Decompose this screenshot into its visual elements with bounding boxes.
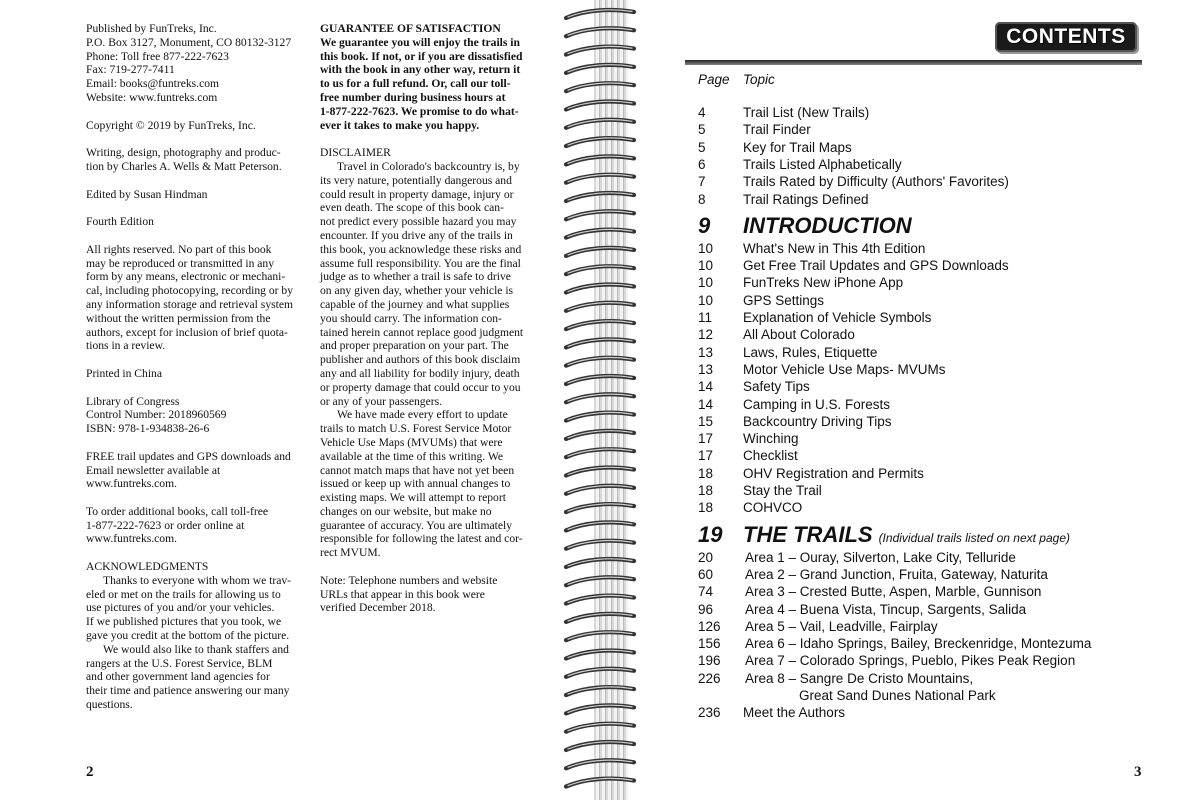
text-line: Edited by Susan Hindman <box>86 187 208 201</box>
text-line: questions. <box>86 698 133 712</box>
coil-loop <box>566 687 634 695</box>
toc-topic: Area 5 – Vail, Leadville, Fairplay <box>745 618 938 634</box>
toc-page-number: 196 <box>698 653 721 669</box>
paragraph-gap <box>86 491 311 505</box>
text-line: gave you credit at the bottom of the picture. <box>86 629 290 643</box>
coil-loop <box>566 211 634 219</box>
coil-loop <box>566 431 634 439</box>
text-line: available at the time of this writing. We <box>320 449 504 463</box>
toc-topic: COHVCO <box>743 500 803 516</box>
text-line: form by any means, electronic or mechani- <box>86 270 286 284</box>
toc-page-number: 10 <box>698 292 714 308</box>
text-line: or any of your passengers. <box>320 394 443 408</box>
toc-topic: GPS Settings <box>743 292 825 308</box>
paragraph-gap <box>86 546 311 560</box>
coil-loop <box>566 358 634 366</box>
toc-topic: Trail Finder <box>743 122 811 138</box>
toc-page-number: 96 <box>698 601 714 617</box>
text-line: rect MVUM. <box>320 546 381 560</box>
toc-topic: Trails Rated by Difficulty (Authors' Favorites) <box>743 174 1009 190</box>
coil-loop <box>566 46 634 54</box>
toc-topic: Laws, Rules, Etiquette <box>743 344 878 360</box>
toc-page-number: 13 <box>698 344 714 360</box>
paragraph-gap <box>320 560 542 574</box>
text-line: To order additional books, call toll-free <box>86 504 269 518</box>
toc-header-topic: Topic <box>743 72 775 87</box>
text-line: encounter. If you drive any of the trails in <box>320 228 513 242</box>
text-line: FREE trail updates and GPS downloads and <box>86 449 291 463</box>
text-line: We have made every effort to update <box>337 408 508 422</box>
text-line: rangers at the U.S. Forest Service, BLM <box>86 656 273 670</box>
coil-loop <box>566 339 634 347</box>
toc-header-page: Page <box>698 72 730 87</box>
toc-topic: Checklist <box>743 448 798 464</box>
coil-loop <box>566 614 634 622</box>
toc-topic: Stay the Trail <box>743 483 822 498</box>
toc-page-number: 156 <box>698 636 721 652</box>
coil-loop <box>566 522 634 530</box>
text-line: Writing, design, photography and produc- <box>86 146 281 160</box>
toc-topic: All About Colorado <box>743 327 855 343</box>
text-line: ACKNOWLEDGMENTS <box>86 560 209 574</box>
coil-loop <box>566 504 634 512</box>
toc-topic: Get Free Trail Updates and GPS Downloads <box>743 258 1009 274</box>
coil-loop <box>566 138 634 146</box>
coil-loop <box>566 156 634 164</box>
text-line: ISBN: 978-1-934838-26-6 <box>86 422 210 436</box>
toc-page-number: 10 <box>698 258 714 274</box>
paragraph-gap <box>86 132 311 146</box>
text-line: We guarantee you will enjoy the trails in <box>320 35 520 49</box>
text-line: guarantee of accuracy. You are ultimately <box>320 518 513 532</box>
coil-loop <box>566 705 634 713</box>
text-line: Fax: 719-277-7411 <box>86 63 175 77</box>
text-line: We would also like to thank staffers and <box>103 642 289 656</box>
toc-page-number: 17 <box>698 431 714 447</box>
toc-page-number: 7 <box>698 174 706 190</box>
toc-page-number: 74 <box>698 584 714 600</box>
text-line: eled or met on the trails for allowing us to <box>86 587 281 601</box>
coil-loop <box>566 10 634 18</box>
text-line: Thanks to everyone with whom we trav- <box>103 573 292 587</box>
toc-topic: Area 1 – Ouray, Silverton, Lake City, Telluride <box>745 549 1016 565</box>
text-line: Published by FunTreks, Inc. <box>86 22 217 35</box>
text-line: DISCLAIMER <box>320 146 391 160</box>
toc-page-number: 9 <box>698 212 711 238</box>
toc-topic: THE TRAILS (Individual trails listed on next page) <box>743 521 1070 547</box>
toc-page-number: 60 <box>698 566 714 582</box>
toc-topic: Camping in U.S. Forests <box>743 396 891 412</box>
coil-loop <box>566 175 634 183</box>
toc-topic: Area 3 – Crested Butte, Aspen, Marble, Gunnison <box>745 584 1042 600</box>
text-line: All rights reserved. No part of this book <box>86 242 272 256</box>
toc-page-number: 10 <box>698 240 714 256</box>
text-line: verified December 2018. <box>320 601 436 615</box>
page-number-left: 2 <box>86 764 94 780</box>
coil-loop <box>566 486 634 494</box>
text-line: or property damage that could occur to you <box>320 380 521 394</box>
text-line: Note: Telephone numbers and website <box>320 573 498 587</box>
toc-page-number: 10 <box>698 275 714 291</box>
toc-page-number: 14 <box>698 379 714 395</box>
text-line: tained herein cannot replace good judgment <box>320 325 524 339</box>
toc-topic: FunTreks New iPhone App <box>743 275 904 291</box>
paragraph-gap <box>86 201 311 215</box>
toc-topic: Area 4 – Buena Vista, Tincup, Sargents, Salida <box>745 601 1027 617</box>
text-line: www.funtreks.com. <box>86 532 178 546</box>
text-line: trails to match U.S. Forest Service Motor <box>320 422 512 436</box>
toc-topic: Winching <box>743 431 799 447</box>
text-line: any information storage and retrieval system <box>86 297 294 311</box>
toc-topic: Area 2 – Grand Junction, Fruita, Gateway, Naturita <box>745 566 1048 582</box>
text-line: without the written permission from the <box>86 311 271 325</box>
text-line: P.O. Box 3127, Monument, CO 80132-3127 <box>86 35 292 49</box>
text-line: this book, you acknowledge these risks and <box>320 242 522 256</box>
paragraph-gap <box>86 229 311 243</box>
text-line: If we published pictures that you took, we <box>86 615 282 629</box>
text-line: GUARANTEE OF SATISFACTION <box>320 22 501 35</box>
text-line: this book. If not, or if you are dissatisfied <box>320 49 523 63</box>
text-line: and proper preparation on your part. The <box>320 339 509 353</box>
toc-topic: Safety Tips <box>743 379 810 395</box>
text-line: their time and patience answering our many <box>86 684 290 698</box>
text-line: you should carry. The information con- <box>320 311 502 325</box>
toc-topic: Meet the Authors <box>743 705 846 721</box>
toc-page-number: 236 <box>698 705 721 721</box>
toc-topic: Trail List (New Trails) <box>743 105 870 120</box>
text-line: use pictures of you and/or your vehicles. <box>86 601 275 615</box>
left-page <box>0 0 560 800</box>
text-line: publisher and authors of this book disclaim <box>320 353 521 367</box>
toc-topic: What's New in This 4th Edition <box>743 240 926 256</box>
text-line: ever it takes to make you happy. <box>320 118 480 132</box>
spiral-coils <box>560 0 640 800</box>
toc-page-number: 18 <box>698 465 714 481</box>
page-number-right: 3 <box>1134 764 1142 780</box>
text-line: Email newsletter available at <box>86 463 221 477</box>
toc-page-number: 126 <box>698 618 721 634</box>
paragraph-gap <box>86 105 311 119</box>
paragraph-gap <box>320 132 542 146</box>
coil-loop <box>566 28 634 36</box>
text-line: its very nature, potentially dangerous and <box>320 173 512 187</box>
toc-page-number: 12 <box>698 327 714 343</box>
text-line: could result in property damage, injury or <box>320 187 514 201</box>
toc-topic: INTRODUCTION <box>743 212 912 238</box>
paragraph-gap <box>86 381 311 395</box>
toc-page-number: 15 <box>698 413 714 429</box>
coil-loop <box>566 83 634 91</box>
coil-loop <box>566 120 634 128</box>
text-line: 1-877-222-7623 or order online at <box>86 518 245 532</box>
toc-topic: Trails Listed Alphabetically <box>743 156 902 172</box>
coil-loop <box>566 229 634 237</box>
coil-loop <box>566 193 634 201</box>
toc-page-number: 20 <box>698 549 714 565</box>
toc-page-number: 8 <box>698 191 706 207</box>
coil-loop <box>566 742 634 750</box>
text-line: tions in a review. <box>86 339 166 353</box>
paragraph-gap <box>86 353 311 367</box>
toc-page-number: 14 <box>698 396 714 412</box>
coil-loop <box>566 724 634 732</box>
text-line: Travel in Colorado's backcountry is, by <box>337 159 520 173</box>
toc-page-number: 18 <box>698 483 714 498</box>
toc-page-number: 226 <box>698 670 721 686</box>
coil-loop <box>566 303 634 311</box>
coil-loop <box>566 266 634 274</box>
coil-loop <box>566 321 634 329</box>
text-line: existing maps. We will attempt to report <box>320 491 506 505</box>
text-line: on any given day, whether your vehicle is <box>320 284 514 298</box>
toc-page-number: 19 <box>698 521 723 547</box>
coil-loop <box>566 760 634 768</box>
coil-loop <box>566 394 634 402</box>
text-line: changes on our website, but make no <box>320 504 492 518</box>
coil-loop <box>566 650 634 658</box>
text-line: cannot match maps that have not yet been <box>320 463 515 477</box>
publisher-info-column <box>86 22 311 712</box>
text-line: may be reproduced or transmitted in any <box>86 256 275 270</box>
text-line: cal, including photocopying, recording or by <box>86 284 294 298</box>
text-line: Library of Congress <box>86 394 180 408</box>
toc-topic: Motor Vehicle Use Maps- MVUMs <box>743 361 946 377</box>
coil-loop <box>566 376 634 384</box>
text-line: with the book in any other way, return it <box>320 63 521 77</box>
text-line: Vehicle Use Maps (MVUMs) that were <box>320 435 503 449</box>
text-line: not predict every possible hazard you may <box>320 215 517 229</box>
text-line: 1-877-222-7623. We promise to do what- <box>320 104 519 118</box>
toc-topic: Key for Trail Maps <box>743 139 852 155</box>
coil-loop <box>566 669 634 677</box>
coil-loop <box>566 449 634 457</box>
text-line: Printed in China <box>86 366 162 380</box>
right-page <box>640 0 1200 800</box>
text-line: Fourth Edition <box>86 215 154 229</box>
coil-loop <box>566 778 634 786</box>
contents-badge: CONTENTS <box>995 22 1137 52</box>
text-line: Control Number: 2018960569 <box>86 408 227 422</box>
toc-topic: Area 7 – Colorado Springs, Pueblo, Pikes Peak Region <box>745 653 1076 669</box>
text-line: even death. The scope of this book can- <box>320 201 504 215</box>
toc-topic: Explanation of Vehicle Symbols <box>743 310 932 325</box>
text-line: judge as to whether a trail is safe to drive <box>320 270 511 284</box>
text-line: tion by Charles A. Wells & Matt Peterson. <box>86 159 282 173</box>
coil-loop <box>566 559 634 567</box>
text-line: URLs that appear in this book were <box>320 587 485 601</box>
text-line: responsible for following the latest and cor- <box>320 532 523 546</box>
text-line: authors, except for inclusion of brief quota- <box>86 325 288 339</box>
coil-loop <box>566 412 634 420</box>
text-line: issued or keep up with annual changes to <box>320 477 511 491</box>
toc-page-number: 11 <box>698 310 713 325</box>
toc-page-number: 5 <box>698 139 706 155</box>
coil-loop <box>566 248 634 256</box>
toc-page-number: 18 <box>698 500 714 516</box>
coil-loop <box>566 65 634 73</box>
coil-loop <box>566 284 634 292</box>
text-line: Email: books@funtreks.com <box>86 77 220 91</box>
toc-topic: Trail Ratings Defined <box>743 191 869 207</box>
text-line: free number during business hours at <box>320 90 506 104</box>
toc-section-note: (Individual trails listed on next page) <box>878 530 1070 545</box>
text-line: Copyright © 2019 by FunTreks, Inc. <box>86 118 256 132</box>
text-line: capable of the journey and what supplies <box>320 297 510 311</box>
toc-page-number: 5 <box>698 122 706 138</box>
coil-loop <box>566 577 634 585</box>
paragraph-gap <box>86 436 311 450</box>
text-line: assume full responsibility. You are the final <box>320 256 521 270</box>
toc-topic: Area 6 – Idaho Springs, Bailey, Breckenridge, Montezuma <box>745 636 1092 652</box>
toc-page-number: 13 <box>698 361 714 377</box>
toc-page-number: 4 <box>698 105 706 120</box>
text-line: Website: www.funtreks.com <box>86 90 218 104</box>
text-line: Phone: Toll free 877-222-7623 <box>86 49 229 63</box>
coil-loop <box>566 632 634 640</box>
coil-loop <box>566 595 634 603</box>
text-line: and other government land agencies for <box>86 670 270 684</box>
toc-page-number: 6 <box>698 156 706 172</box>
toc-topic: OHV Registration and Permits <box>743 465 924 481</box>
toc-topic: Great Sand Dunes National Park <box>799 688 996 703</box>
paragraph-gap <box>86 174 311 188</box>
text-line: to us for a full refund. Or, call our toll- <box>320 77 511 91</box>
toc-topic: Area 8 – Sangre De Cristo Mountains, <box>745 670 974 686</box>
coil-loop <box>566 467 634 475</box>
toc-topic: Backcountry Driving Tips <box>743 413 892 429</box>
guarantee-disclaimer-column <box>320 22 542 615</box>
coil-loop <box>566 541 634 549</box>
text-line: any and all liability for bodily injury, death <box>320 366 520 380</box>
coil-loop <box>566 101 634 109</box>
text-line: www.funtreks.com. <box>86 477 178 491</box>
header-rule <box>685 60 1142 65</box>
toc-page-number: 17 <box>698 448 714 464</box>
spiral-binding <box>560 0 640 800</box>
